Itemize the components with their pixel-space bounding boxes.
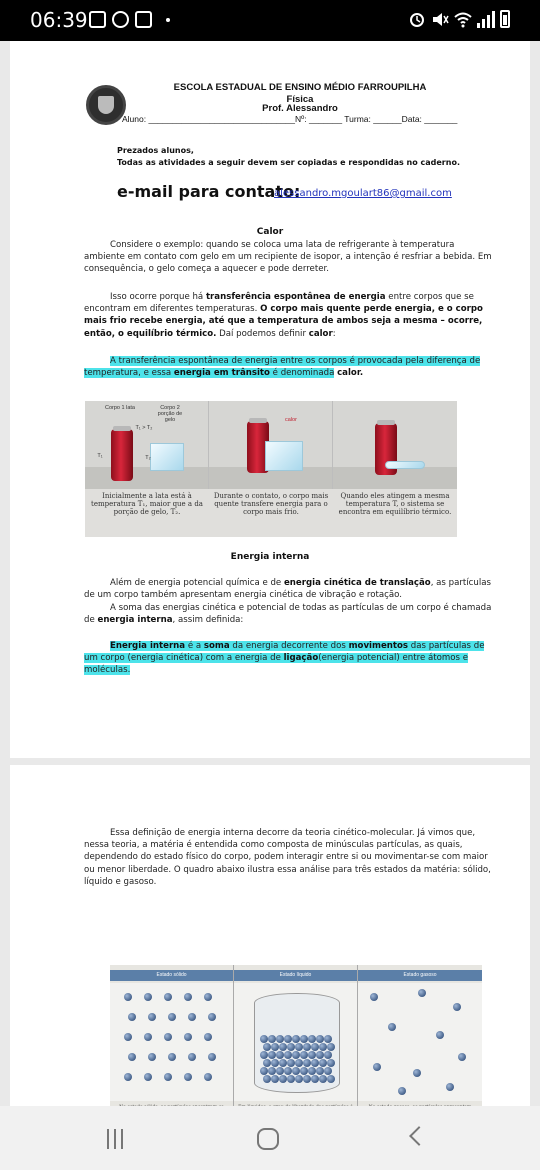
student-fields: Aluno: _______________________________Nº: _______ Turma: ______Data: _______: [122, 114, 458, 124]
particle: [124, 1033, 132, 1041]
particle: [276, 1035, 284, 1043]
particle: [303, 1043, 311, 1051]
email-link[interactable]: alessandro.mgoulart86@gmail.com: [274, 188, 452, 199]
particle: [292, 1067, 300, 1075]
particle: [311, 1075, 319, 1083]
particle: [204, 993, 212, 1001]
alarm-icon: [408, 11, 426, 28]
school-logo: [86, 85, 126, 125]
figure-panel-2: [209, 401, 333, 489]
particle: [319, 1059, 327, 1067]
particle: [263, 1059, 271, 1067]
particle: [436, 1031, 444, 1039]
particle: [148, 1013, 156, 1021]
school-name: ESCOLA ESTADUAL DE ENSINO MÉDIO FARROUPILHA: [173, 82, 427, 93]
section-title-calor: Calor: [256, 227, 284, 237]
particle: [128, 1013, 136, 1021]
particle: [208, 1053, 216, 1061]
particle: [287, 1075, 295, 1083]
whatsapp-icon: [112, 11, 129, 28]
paragraph-7: Essa definição de energia interna decorre da teoria cinético-molecular. Já vimos que, nessa teoria, a matéria é entendida como composta de minúsculas partículas, as quais, dependendo do estado físico do corpo, podem interagir entre si ou movimentar-se com maior ou menor liberdade. O quadro abaixo ilustra essa análise para três estados da matéria: sólido, líquido e gasoso.: [84, 828, 491, 887]
particle: [446, 1083, 454, 1091]
solid-lattice: [110, 983, 233, 1101]
particle: [284, 1067, 292, 1075]
particle: [268, 1035, 276, 1043]
status-time: 06:39: [30, 8, 88, 32]
figure-caption-3: Quando eles atingem a mesma temperatura T, o sistema se encontra em equilíbrio térmico.: [338, 492, 452, 516]
particle: [260, 1051, 268, 1059]
particle: [418, 989, 426, 997]
particle: [284, 1035, 292, 1043]
particle: [144, 993, 152, 1001]
liquid-beaker: [234, 983, 357, 1101]
particle: [324, 1067, 332, 1075]
particle: [453, 1003, 461, 1011]
particle: [303, 1059, 311, 1067]
particle: [144, 1073, 152, 1081]
document-page-1: [10, 41, 530, 758]
particle: [271, 1075, 279, 1083]
figure-panel-1: [85, 401, 209, 489]
label-corpo1: Corpo 1 lata: [105, 405, 135, 411]
particle: [144, 1033, 152, 1041]
figure-caption-1: Inicialmente a lata está à temperatura T₁, maior que a da porção de gelo, T₂.: [91, 492, 203, 516]
particle: [295, 1075, 303, 1083]
particle: [184, 993, 192, 1001]
label-t2: T₂: [145, 455, 151, 461]
particle: [279, 1075, 287, 1083]
particle: [413, 1069, 421, 1077]
particle: [260, 1067, 268, 1075]
particle: [271, 1059, 279, 1067]
home-icon[interactable]: [257, 1128, 279, 1150]
header-gas: Estado gasoso: [358, 970, 482, 981]
header-liquid: Estado líquido: [234, 970, 357, 981]
label-t1: T₁: [97, 453, 103, 459]
particle: [268, 1051, 276, 1059]
particle: [327, 1075, 335, 1083]
instructions: Todas as atividades a seguir devem ser copiadas e respondidas no caderno.: [117, 158, 460, 167]
particle: [263, 1043, 271, 1051]
gallery-icon: [89, 11, 106, 28]
particle: [276, 1051, 284, 1059]
notification-dot: [166, 18, 170, 22]
label-calor: calor: [285, 417, 297, 423]
particle: [287, 1043, 295, 1051]
soda-can: [111, 429, 133, 481]
particle: [292, 1035, 300, 1043]
document-viewer[interactable]: [0, 41, 540, 1106]
particle: [388, 1023, 396, 1031]
paragraph-2: Isso ocorre porque há transferência espontânea de energia entre corpos que se encontram em diferentes temperaturas. O corpo mais quente perde energia, e o corpo mais frio recebe energia, até que a temperatura de ambos seja a mesma – ocorre, então, o equilíbrio térmico. Daí podemos definir calor:: [84, 292, 483, 339]
particle: [327, 1043, 335, 1051]
back-icon[interactable]: [409, 1126, 429, 1146]
battery-icon: [500, 10, 510, 28]
particle: [164, 993, 172, 1001]
particle: [168, 1013, 176, 1021]
particle: [398, 1087, 406, 1095]
wifi-icon: [454, 11, 472, 28]
navigation-bar: [0, 1106, 540, 1170]
particle: [316, 1067, 324, 1075]
paragraph-5: A soma das energias cinética e potencial de todas as partículas de um corpo é chamada de energia interna, assim definida:: [84, 603, 492, 626]
particle: [300, 1035, 308, 1043]
section-title-energia-interna: Energia interna: [230, 552, 310, 562]
particle: [263, 1075, 271, 1083]
particle: [308, 1067, 316, 1075]
particle: [204, 1073, 212, 1081]
particle: [268, 1067, 276, 1075]
email-title: e-mail para contato:: [117, 182, 301, 201]
header-solid: Estado sólido: [110, 970, 233, 981]
particle: [311, 1059, 319, 1067]
recents-icon[interactable]: [107, 1129, 127, 1149]
paragraph-6-highlighted: Energia interna é a soma da energia decorrente dos movimentos das partículas de um corpo (energia cinética) com a energia de ligação(energia potencial) entre átomos e moléculas.: [84, 641, 485, 676]
particle: [188, 1013, 196, 1021]
figure-caption-2: Durante o contato, o corpo mais quente transfere energia para o corpo mais frio.: [213, 492, 329, 516]
particle: [148, 1053, 156, 1061]
particle: [292, 1051, 300, 1059]
document-page-2: [10, 765, 530, 1165]
particle: [184, 1073, 192, 1081]
melted-ice: [385, 461, 425, 469]
particle: [458, 1053, 466, 1061]
particle: [260, 1035, 268, 1043]
particle: [168, 1053, 176, 1061]
signal-icon: [477, 11, 495, 28]
particle: [284, 1051, 292, 1059]
gas-particles: [358, 983, 482, 1101]
particle: [370, 993, 378, 1001]
particle: [295, 1059, 303, 1067]
particle: [208, 1013, 216, 1021]
particle: [316, 1035, 324, 1043]
figure-heat-transfer: [85, 401, 457, 537]
particle: [287, 1059, 295, 1067]
particle: [324, 1035, 332, 1043]
paragraph-3-highlighted: A transferência espontânea de energia entre os corpos é provocada pela diferença de temperatura, e essa energia em trânsito é denominada calor.: [84, 356, 481, 379]
screenshot-icon: [135, 11, 152, 28]
particle: [319, 1043, 327, 1051]
particle: [308, 1051, 316, 1059]
particle: [373, 1063, 381, 1071]
ice-block: [150, 443, 184, 471]
subject-name: Física: [286, 94, 314, 105]
particle: [311, 1043, 319, 1051]
particle: [164, 1033, 172, 1041]
particle: [303, 1075, 311, 1083]
label-t1-gt-t2: T₁ > T₂: [135, 425, 153, 431]
particle: [164, 1073, 172, 1081]
particle: [324, 1051, 332, 1059]
ice-block: [265, 441, 303, 471]
particle: [308, 1035, 316, 1043]
figure-panel-3: [333, 401, 457, 489]
particle: [300, 1051, 308, 1059]
particle: [279, 1059, 287, 1067]
particle: [124, 993, 132, 1001]
particle: [276, 1067, 284, 1075]
paragraph-1: Considere o exemplo: quando se coloca uma lata de refrigerante à temperatura ambiente em contato com gelo em um recipiente de isopor, a intenção é resfriar a bebida. Em consequência, o gelo começa a aquecer e pode derreter.: [84, 240, 492, 275]
particle: [204, 1033, 212, 1041]
particle: [124, 1073, 132, 1081]
particle: [184, 1033, 192, 1041]
particle: [327, 1059, 335, 1067]
particle: [295, 1043, 303, 1051]
particle: [300, 1067, 308, 1075]
mute-icon: [431, 11, 449, 28]
particle: [188, 1053, 196, 1061]
label-corpo2: Corpo 2 porção de gelo: [157, 405, 183, 423]
status-bar: [0, 0, 540, 41]
particle: [316, 1051, 324, 1059]
particle: [271, 1043, 279, 1051]
particle: [319, 1075, 327, 1083]
greeting: Prezados alunos,: [117, 146, 194, 155]
particle: [279, 1043, 287, 1051]
professor-name: Prof. Alessandro: [262, 103, 338, 114]
paragraph-4: Além de energia potencial química e de energia cinética de translação, as partículas de um corpo também apresentam energia cinética de vibração e rotação.: [84, 578, 491, 601]
particle: [128, 1053, 136, 1061]
